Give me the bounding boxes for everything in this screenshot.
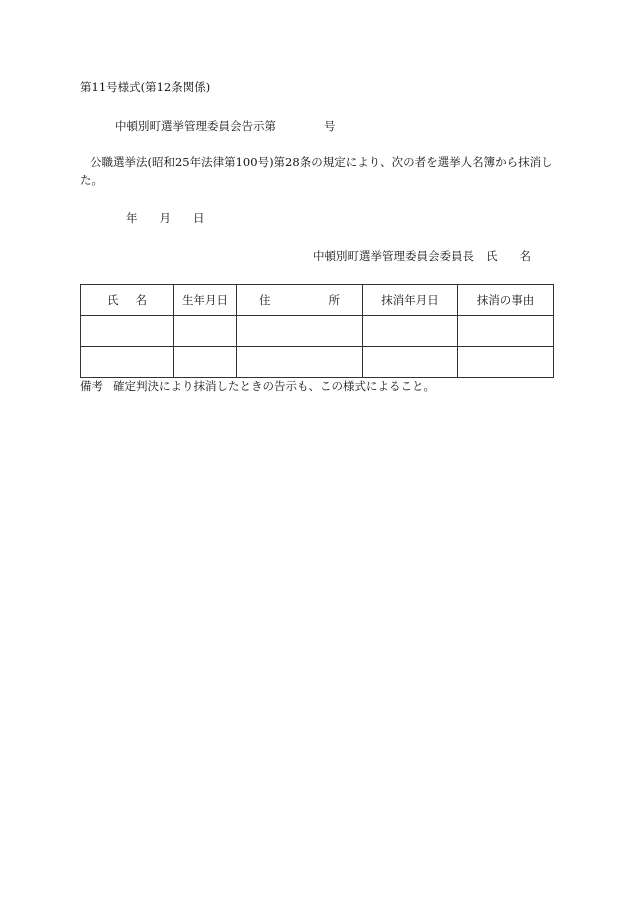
header-deletion-date: 抹消年月日	[363, 285, 458, 316]
table-cell	[363, 316, 458, 347]
date-year: 年	[126, 211, 138, 225]
table-cell	[363, 347, 458, 378]
header-address-b: 所	[328, 293, 340, 307]
header-name-b: 名	[135, 293, 147, 307]
table-header-row	[81, 285, 554, 316]
date-line	[126, 210, 205, 226]
signature-name-2: 名	[519, 249, 531, 263]
header-address-a: 住	[259, 293, 271, 307]
records-table	[80, 284, 554, 378]
remarks-text: 確定判決により抹消したときの告示も、この様式によること。	[113, 379, 435, 393]
table-cell	[81, 347, 174, 378]
notice-header-prefix: 中頓別町選挙管理委員会告示第	[115, 119, 276, 133]
table-cell	[174, 316, 237, 347]
table-row	[81, 316, 554, 347]
header-address	[237, 285, 363, 316]
table-cell	[174, 347, 237, 378]
signature-line	[313, 248, 531, 264]
header-name	[81, 285, 174, 316]
date-month: 月	[159, 211, 171, 225]
remarks	[80, 378, 435, 394]
table-cell	[458, 347, 554, 378]
table-cell	[458, 316, 554, 347]
table-cell	[237, 316, 363, 347]
signature-title: 中頓別町選挙管理委員会委員長	[313, 249, 474, 263]
table-cell	[237, 347, 363, 378]
remarks-label: 備考	[80, 379, 103, 393]
header-reason: 抹消の事由	[458, 285, 554, 316]
header-name-a: 氏	[107, 293, 119, 307]
notice-header-suffix: 号	[324, 119, 336, 133]
table-row	[81, 347, 554, 378]
notice-header	[115, 118, 336, 134]
date-day: 日	[193, 211, 205, 225]
header-birthdate: 生年月日	[174, 285, 237, 316]
body-text: 公職選挙法(昭和25年法律第100号)第28条の規定により、次の者を選挙人名簿から抹消した。	[80, 155, 553, 187]
signature-name-1: 氏	[486, 249, 498, 263]
table-cell	[81, 316, 174, 347]
form-number: 第11号様式(第12条関係)	[80, 80, 211, 94]
